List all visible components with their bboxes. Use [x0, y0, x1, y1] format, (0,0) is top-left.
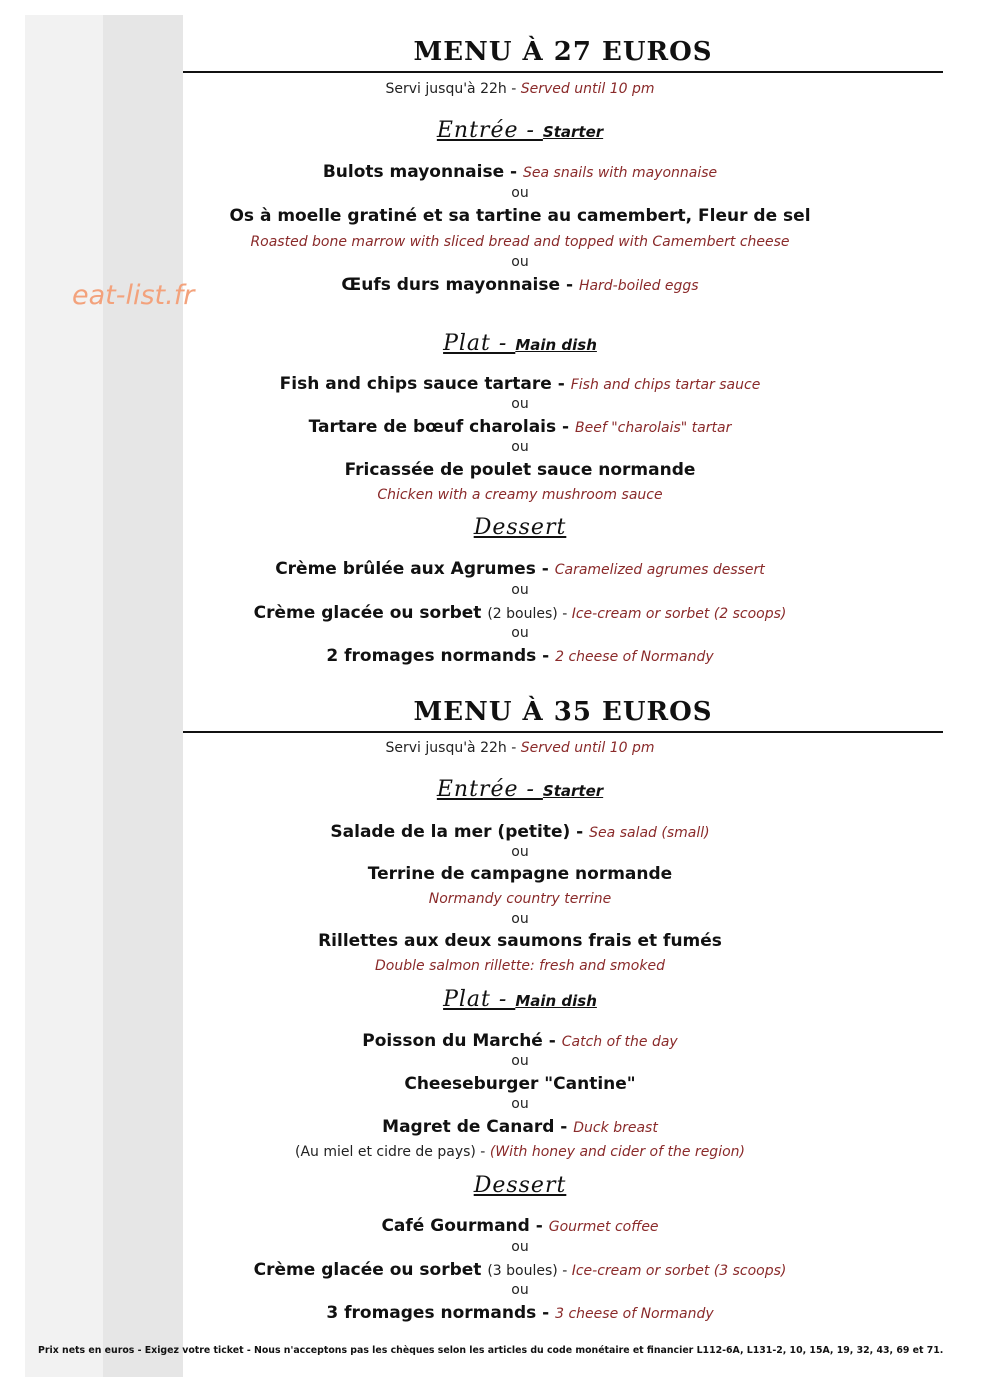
separator-ou: ou: [511, 582, 529, 598]
menu-35-served: Servi jusqu'à 22h - Served until 10 pm: [385, 740, 655, 756]
menu-35-dessert-2: Crème glacée ou sorbet (3 boules) - Ice-cream or sorbet (3 scoops): [253, 1260, 787, 1280]
menu-35-dessert-1: Café Gourmand - Gourmet coffee: [381, 1216, 659, 1236]
menu-35-main-3: Magret de Canard - Duck breast: [382, 1117, 658, 1137]
menu-35-dessert-heading: Dessert: [473, 1173, 567, 1198]
menu-27-served: Servi jusqu'à 22h - Served until 10 pm: [385, 81, 655, 97]
menu-27-main-3: Fricassée de poulet sauce normande: [344, 460, 696, 480]
separator-ou: ou: [511, 1096, 529, 1112]
left-margin-shade: [103, 15, 183, 1377]
left-margin-strip: [25, 15, 103, 1377]
menu-35-main-1: Poisson du Marché - Catch of the day: [362, 1031, 678, 1051]
separator-ou: ou: [511, 396, 529, 412]
menu-35-rule: [183, 731, 943, 733]
separator-ou: ou: [511, 439, 529, 455]
menu-27-starter-2: Os à moelle gratiné et sa tartine au camembert, Fleur de sel: [229, 206, 811, 226]
menu-35-dessert-3: 3 fromages normands - 3 cheese of Normandy: [326, 1303, 714, 1323]
menu-35-starter-2-en: Normandy country terrine: [428, 891, 612, 907]
menu-27-starter-3: Œufs durs mayonnaise - Hard-boiled eggs: [341, 275, 699, 295]
menu-27-starter-2-en: Roasted bone marrow with sliced bread and topped with Camembert cheese: [250, 234, 790, 250]
separator-ou: ou: [511, 185, 529, 201]
separator-ou: ou: [511, 625, 529, 641]
menu-27-main-3-en: Chicken with a creamy mushroom sauce: [377, 487, 663, 503]
separator-ou: ou: [511, 254, 529, 270]
menu-35-starter-1: Salade de la mer (petite) - Sea salad (small): [330, 822, 710, 842]
menu-27-dessert-3: 2 fromages normands - 2 cheese of Normandy: [326, 646, 714, 666]
menu-27-starter-heading: Entrée - Starter: [436, 118, 604, 143]
separator-ou: ou: [511, 911, 529, 927]
separator-ou: ou: [511, 1239, 529, 1255]
menu-27-starter-1: Bulots mayonnaise - Sea snails with mayonnaise: [322, 162, 718, 182]
menu-35-main-2: Cheeseburger "Cantine": [404, 1074, 636, 1094]
separator-ou: ou: [511, 844, 529, 860]
menu-35-starter-3: Rillettes aux deux saumons frais et fumés: [318, 931, 722, 951]
menu-27-dessert-heading: Dessert: [473, 515, 567, 540]
separator-ou: ou: [511, 1053, 529, 1069]
menu-35-starter-2: Terrine de campagne normande: [367, 864, 673, 884]
menu-27-rule: [183, 71, 943, 73]
menu-27-main-1: Fish and chips sauce tartare - Fish and chips tartar sauce: [279, 374, 761, 394]
menu-27-main-heading: Plat - Main dish: [443, 331, 597, 356]
menu-35-main-heading: Plat - Main dish: [443, 987, 597, 1012]
menu-35-main-3-sub: (Au miel et cidre de pays) - (With honey and cider of the region): [295, 1144, 745, 1160]
menu-27-title: MENU À 27 EUROS: [413, 37, 713, 67]
legal-footer: Prix nets en euros - Exigez votre ticket - Nous n'acceptons pas les chèques selon les articles du code monétaire et financier L112-6A, L131-2, 10, 15A, 19, 32, 43, 69 et 71.: [38, 1345, 944, 1356]
menu-35-title: MENU À 35 EUROS: [413, 697, 713, 727]
menu-35-starter-heading: Entrée - Starter: [436, 777, 604, 802]
menu-27-dessert-1: Crème brûlée aux Agrumes - Caramelized agrumes dessert: [275, 559, 765, 579]
menu-27-dessert-2: Crème glacée ou sorbet (2 boules) - Ice-cream or sorbet (2 scoops): [253, 603, 787, 623]
watermark: eat-list.fr: [72, 280, 195, 311]
separator-ou: ou: [511, 1282, 529, 1298]
menu-35-starter-3-en: Double salmon rillette: fresh and smoked: [375, 958, 665, 974]
menu-27-main-2: Tartare de bœuf charolais - Beef "charolais" tartar: [308, 417, 732, 437]
